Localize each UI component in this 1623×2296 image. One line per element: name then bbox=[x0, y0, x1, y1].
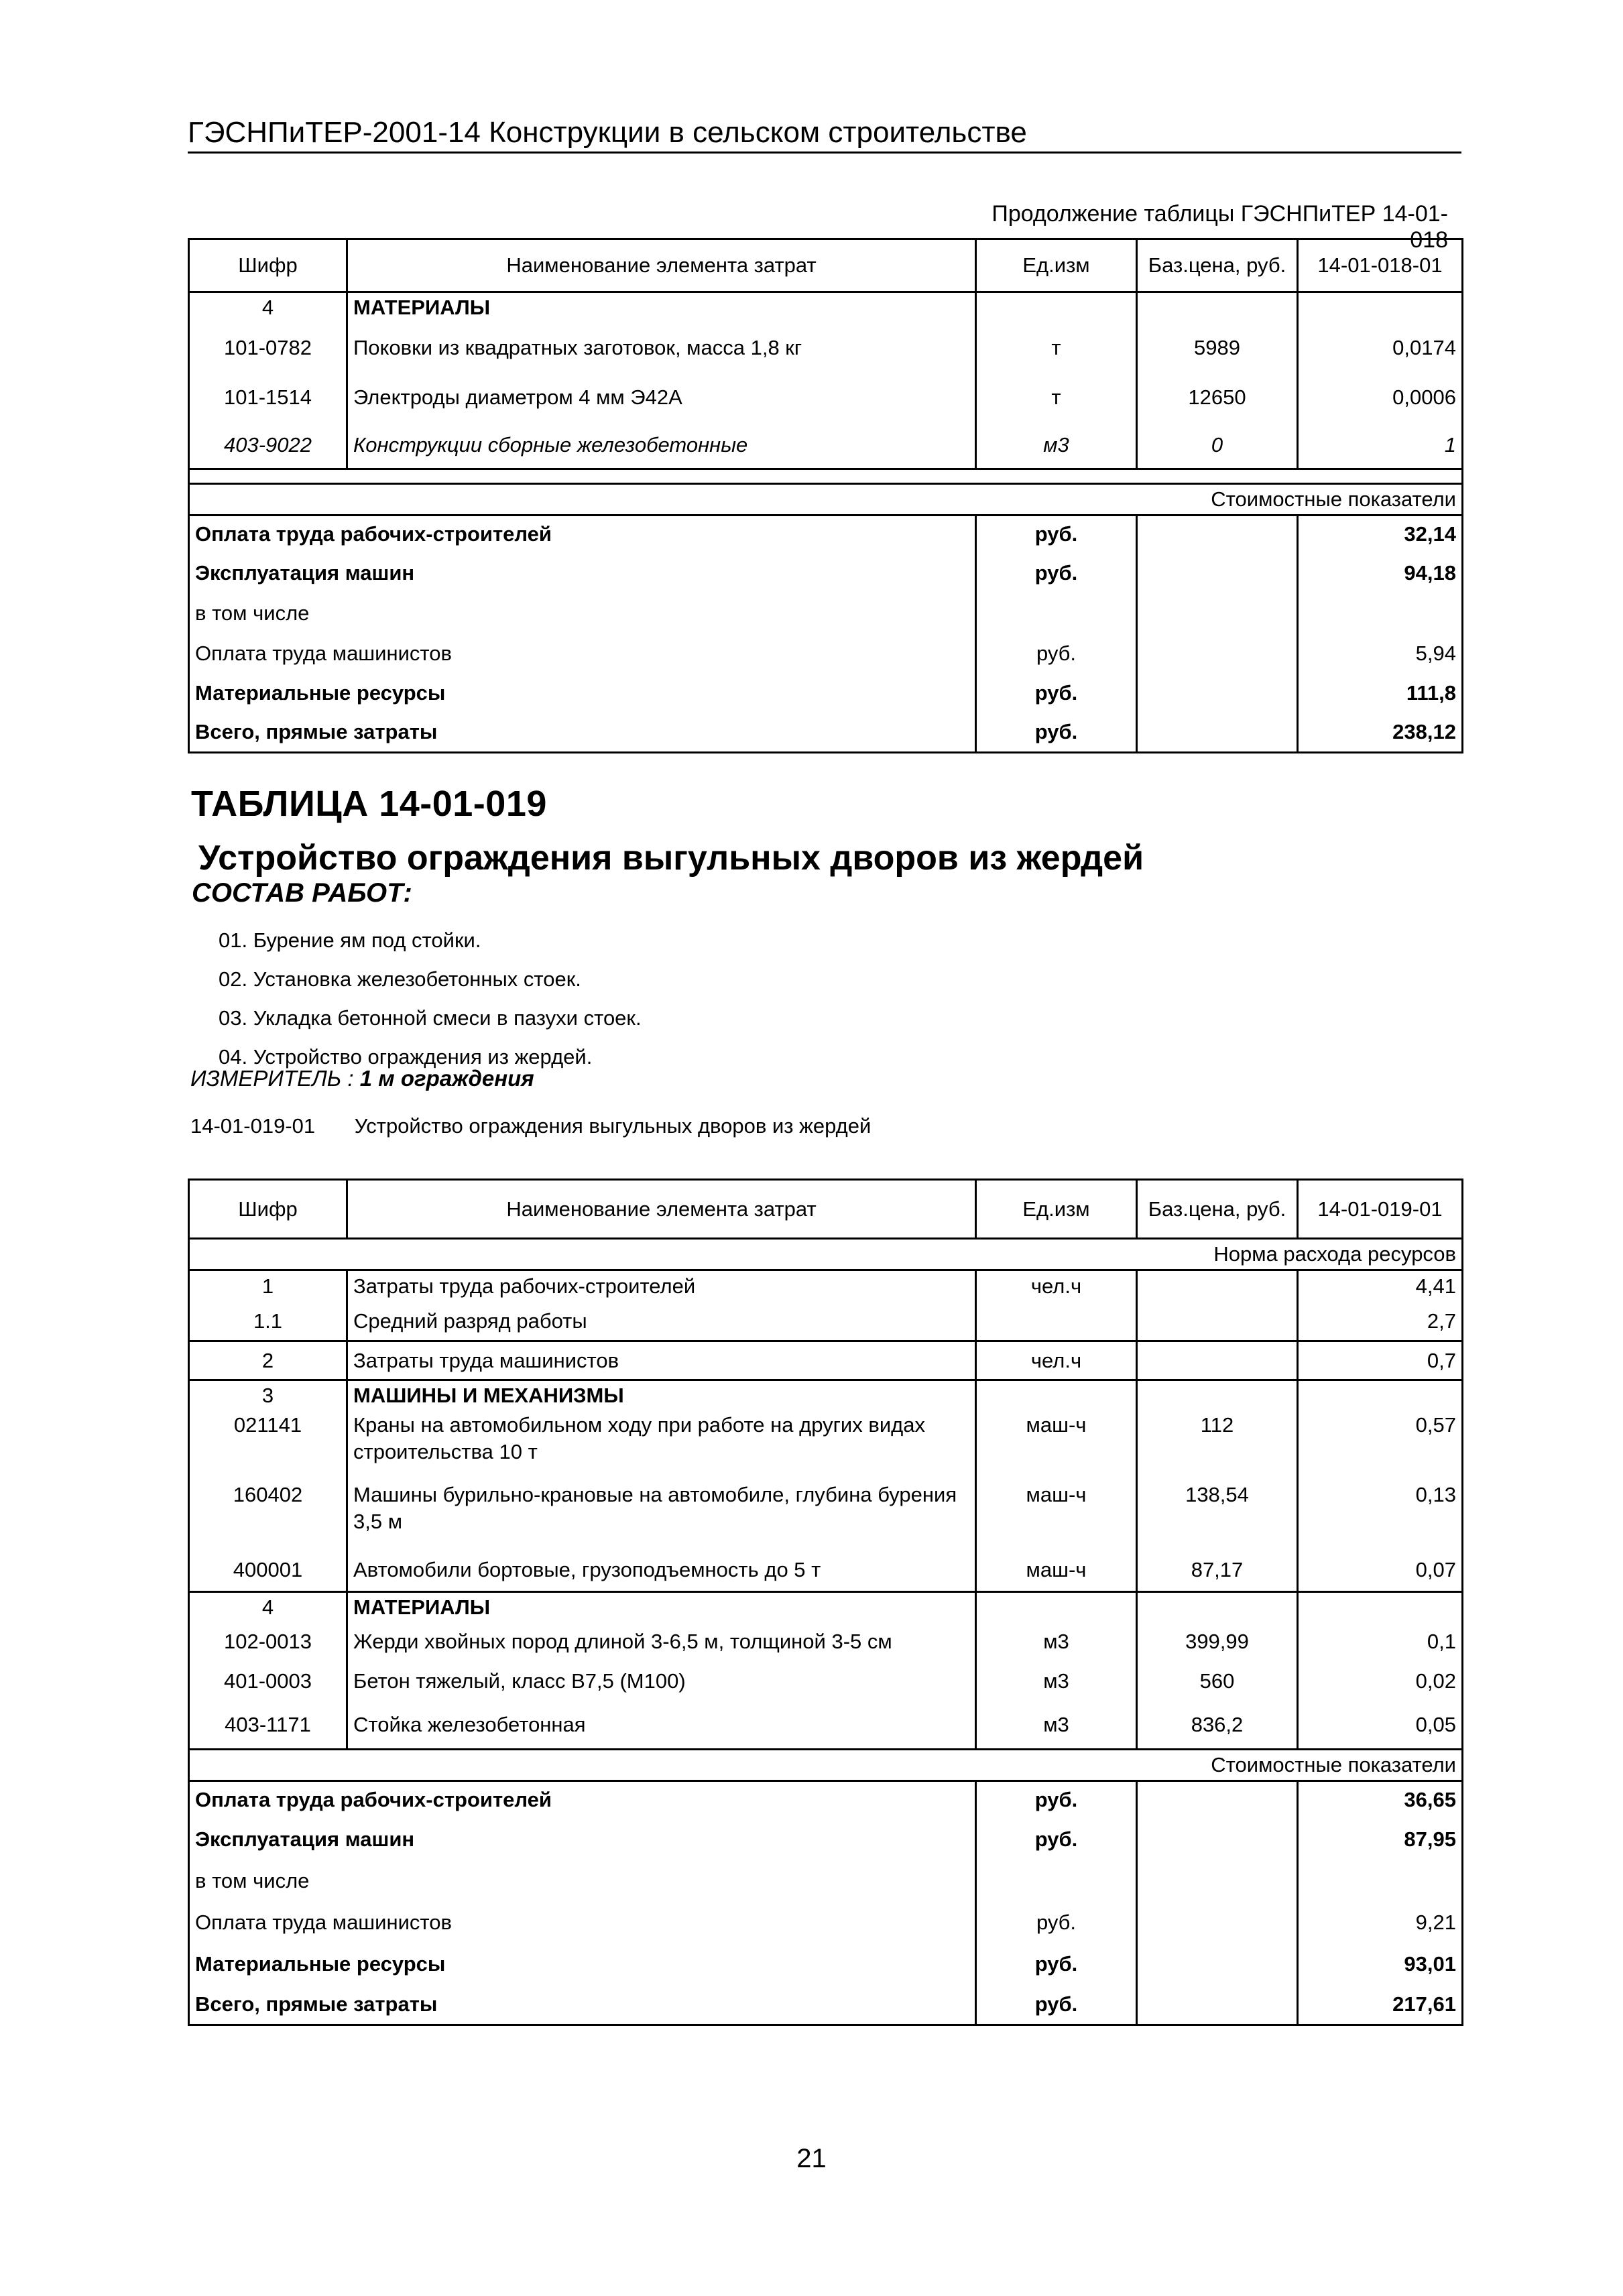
row-code: 101-1514 bbox=[189, 373, 347, 422]
row-unit: чел.ч bbox=[976, 1270, 1137, 1303]
table-14-01-019 bbox=[188, 1179, 1463, 2026]
norm-item-line bbox=[190, 1114, 871, 1138]
row-name: МАТЕРИАЛЫ bbox=[347, 1591, 976, 1622]
cost-name: Оплата труда рабочих-строителей bbox=[189, 516, 976, 553]
row-price: 138,54 bbox=[1137, 1480, 1298, 1550]
cost-value bbox=[1298, 1860, 1463, 1902]
cost-name: в том числе bbox=[189, 1860, 976, 1902]
table-row bbox=[189, 1622, 1463, 1661]
cost-value: 9,21 bbox=[1298, 1902, 1463, 1943]
cost-row bbox=[189, 713, 1463, 753]
measure-value: 1 м ограждения bbox=[359, 1066, 534, 1091]
cost-row bbox=[189, 674, 1463, 713]
row-price bbox=[1137, 1341, 1298, 1380]
row-value: 0,02 bbox=[1298, 1661, 1463, 1701]
row-code: 1.1 bbox=[189, 1303, 347, 1341]
cost-value: 94,18 bbox=[1298, 553, 1463, 593]
col-header-code: Шифр bbox=[189, 239, 347, 292]
cost-indicators-header: Стоимостные показатели bbox=[189, 484, 1463, 516]
row-code: 4 bbox=[189, 292, 347, 323]
cost-row bbox=[189, 593, 1463, 633]
row-value bbox=[1298, 1380, 1463, 1411]
cost-unit: руб. bbox=[976, 674, 1137, 713]
row-value: 0,0006 bbox=[1298, 373, 1463, 422]
row-code: 403-1171 bbox=[189, 1701, 347, 1750]
col-header-code: Шифр bbox=[189, 1180, 347, 1239]
measure-line bbox=[190, 1066, 534, 1091]
cost-name: Оплата труда рабочих-строителей bbox=[189, 1781, 976, 1819]
cost-row bbox=[189, 1943, 1463, 1985]
row-name: Краны на автомобильном ходу при работе на других видах строительства 10 т bbox=[347, 1410, 976, 1480]
row-code: 160402 bbox=[189, 1480, 347, 1550]
cost-row bbox=[189, 1819, 1463, 1860]
row-code: 401-0003 bbox=[189, 1661, 347, 1701]
row-price: 836,2 bbox=[1137, 1701, 1298, 1750]
cost-name: Эксплуатация машин bbox=[189, 553, 976, 593]
table-row bbox=[189, 1303, 1463, 1341]
list-item: 03. Укладка бетонной смеси в пазухи стоек. bbox=[219, 1006, 642, 1030]
cost-unit: руб. bbox=[976, 1781, 1137, 1819]
cost-unit: руб. bbox=[976, 553, 1137, 593]
row-unit: м3 bbox=[976, 1622, 1137, 1661]
row-code: 3 bbox=[189, 1380, 347, 1411]
cost-header-row bbox=[189, 484, 1463, 516]
cost-row bbox=[189, 1781, 1463, 1819]
cost-value bbox=[1298, 593, 1463, 633]
norm-item-name: Устройство ограждения выгульных дворов из жердей bbox=[354, 1114, 871, 1138]
row-code: 101-0782 bbox=[189, 323, 347, 373]
measure-label: ИЗМЕРИТЕЛЬ : bbox=[190, 1066, 354, 1091]
table-row bbox=[189, 1701, 1463, 1750]
row-unit: маш-ч bbox=[976, 1550, 1137, 1591]
norm-header: Норма расхода ресурсов bbox=[189, 1239, 1463, 1270]
cost-value: 5,94 bbox=[1298, 633, 1463, 674]
composition-title: СОСТАВ РАБОТ: bbox=[192, 878, 412, 908]
col-header-unit: Ед.изм bbox=[976, 239, 1137, 292]
cost-name: Материальные ресурсы bbox=[189, 1943, 976, 1985]
row-name: Бетон тяжелый, класс В7,5 (М100) bbox=[347, 1661, 976, 1701]
row-unit bbox=[976, 1303, 1137, 1341]
cost-value: 238,12 bbox=[1298, 713, 1463, 753]
row-price bbox=[1137, 1380, 1298, 1411]
row-unit bbox=[976, 1591, 1137, 1622]
row-unit: маш-ч bbox=[976, 1410, 1137, 1480]
row-name: Средний разряд работы bbox=[347, 1303, 976, 1341]
row-price: 5989 bbox=[1137, 323, 1298, 373]
cost-name: в том числе bbox=[189, 593, 976, 633]
row-value: 2,7 bbox=[1298, 1303, 1463, 1341]
row-name: Затраты труда рабочих-строителей bbox=[347, 1270, 976, 1303]
cost-unit bbox=[976, 1860, 1137, 1902]
cost-row bbox=[189, 1860, 1463, 1902]
col-header-price: Баз.цена, руб. bbox=[1137, 239, 1298, 292]
cost-row bbox=[189, 553, 1463, 593]
row-name: Электроды диаметром 4 мм Э42А bbox=[347, 373, 976, 422]
cost-name: Материальные ресурсы bbox=[189, 674, 976, 713]
work-steps-list bbox=[219, 921, 642, 1077]
cost-unit: руб. bbox=[976, 1985, 1137, 2025]
row-value: 0,1 bbox=[1298, 1622, 1463, 1661]
row-price: 87,17 bbox=[1137, 1550, 1298, 1591]
table-subtitle: Устройство ограждения выгульных дворов из жердей bbox=[198, 839, 1144, 878]
row-name: Машины бурильно-крановые на автомобиле, глубина бурения 3,5 м bbox=[347, 1480, 976, 1550]
cost-unit: руб. bbox=[976, 1819, 1137, 1860]
row-price bbox=[1137, 1270, 1298, 1303]
col-header-norm-code: 14-01-018-01 bbox=[1298, 239, 1463, 292]
table-header-row bbox=[189, 239, 1463, 292]
row-code: 102-0013 bbox=[189, 1622, 347, 1661]
norm-item-code: 14-01-019-01 bbox=[190, 1114, 316, 1138]
row-code: 4 bbox=[189, 1591, 347, 1622]
table-row bbox=[189, 1480, 1463, 1550]
running-header: ГЭСНПиТЕР-2001-14 Конструкции в сельском строительстве bbox=[188, 115, 1461, 154]
cost-row bbox=[189, 1902, 1463, 1943]
cost-unit: руб. bbox=[976, 713, 1137, 753]
table-14-01-018 bbox=[188, 238, 1463, 753]
row-code: 403-9022 bbox=[189, 422, 347, 469]
cost-row bbox=[189, 633, 1463, 674]
row-value: 0,13 bbox=[1298, 1480, 1463, 1550]
cost-row bbox=[189, 516, 1463, 553]
row-price: 112 bbox=[1137, 1410, 1298, 1480]
cost-value: 111,8 bbox=[1298, 674, 1463, 713]
page-number: 21 bbox=[796, 2144, 827, 2173]
cost-unit bbox=[976, 593, 1137, 633]
row-value: 0,05 bbox=[1298, 1701, 1463, 1750]
cost-value: 36,65 bbox=[1298, 1781, 1463, 1819]
row-unit: т bbox=[976, 323, 1137, 373]
cost-indicators-header: Стоимостные показатели bbox=[189, 1750, 1463, 1781]
cost-unit: руб. bbox=[976, 516, 1137, 553]
cost-value: 32,14 bbox=[1298, 516, 1463, 553]
list-item: 02. Установка железобетонных стоек. bbox=[219, 967, 581, 991]
row-code: 021141 bbox=[189, 1410, 347, 1480]
table-row bbox=[189, 1380, 1463, 1411]
list-item: 01. Бурение ям под стойки. bbox=[219, 928, 481, 952]
row-name: Затраты труда машинистов bbox=[347, 1341, 976, 1380]
row-code: 400001 bbox=[189, 1550, 347, 1591]
row-value bbox=[1298, 292, 1463, 323]
row-price: 0 bbox=[1137, 422, 1298, 469]
row-unit: т bbox=[976, 373, 1137, 422]
row-price: 12650 bbox=[1137, 373, 1298, 422]
table-row bbox=[189, 422, 1463, 469]
row-price bbox=[1137, 1591, 1298, 1622]
row-unit: чел.ч bbox=[976, 1341, 1137, 1380]
row-unit: маш-ч bbox=[976, 1480, 1137, 1550]
row-unit bbox=[976, 292, 1137, 323]
row-price bbox=[1137, 292, 1298, 323]
col-header-unit: Ед.изм bbox=[976, 1180, 1137, 1239]
table-row bbox=[189, 1591, 1463, 1622]
cost-name: Оплата труда машинистов bbox=[189, 633, 976, 674]
row-name: МАТЕРИАЛЫ bbox=[347, 292, 976, 323]
row-name: Стойка железобетонная bbox=[347, 1701, 976, 1750]
cost-name: Оплата труда машинистов bbox=[189, 1902, 976, 1943]
row-code: 2 bbox=[189, 1341, 347, 1380]
table-row bbox=[189, 373, 1463, 422]
cost-name: Всего, прямые затраты bbox=[189, 713, 976, 753]
row-name: МАШИНЫ И МЕХАНИЗМЫ bbox=[347, 1380, 976, 1411]
row-value: 0,0174 bbox=[1298, 323, 1463, 373]
row-value bbox=[1298, 1591, 1463, 1622]
cost-row bbox=[189, 1985, 1463, 2025]
cost-name: Всего, прямые затраты bbox=[189, 1985, 976, 2025]
table-title: ТАБЛИЦА 14-01-019 bbox=[191, 784, 547, 824]
row-value: 0,07 bbox=[1298, 1550, 1463, 1591]
row-name: Поковки из квадратных заготовок, масса 1,8 кг bbox=[347, 323, 976, 373]
norm-header-row bbox=[189, 1239, 1463, 1270]
table-row bbox=[189, 292, 1463, 323]
cost-unit: руб. bbox=[976, 1943, 1137, 1985]
cost-header-row bbox=[189, 1750, 1463, 1781]
row-value: 0,7 bbox=[1298, 1341, 1463, 1380]
col-header-price: Баз.цена, руб. bbox=[1137, 1180, 1298, 1239]
row-value: 1 bbox=[1298, 422, 1463, 469]
row-code: 1 bbox=[189, 1270, 347, 1303]
cost-name: Эксплуатация машин bbox=[189, 1819, 976, 1860]
table-row bbox=[189, 1550, 1463, 1591]
row-price bbox=[1137, 1303, 1298, 1341]
col-header-norm-code: 14-01-019-01 bbox=[1298, 1180, 1463, 1239]
row-price: 399,99 bbox=[1137, 1622, 1298, 1661]
row-price: 560 bbox=[1137, 1661, 1298, 1701]
cost-value: 93,01 bbox=[1298, 1943, 1463, 1985]
table-row bbox=[189, 1341, 1463, 1380]
row-unit: м3 bbox=[976, 1701, 1137, 1750]
table-spacer-row bbox=[189, 469, 1463, 484]
row-value: 4,41 bbox=[1298, 1270, 1463, 1303]
row-name: Конструкции сборные железобетонные bbox=[347, 422, 976, 469]
cost-value: 87,95 bbox=[1298, 1819, 1463, 1860]
row-unit: м3 bbox=[976, 422, 1137, 469]
table-row bbox=[189, 1661, 1463, 1701]
table-row bbox=[189, 323, 1463, 373]
row-name: Жерди хвойных пород длиной 3-6,5 м, толщиной 3-5 см bbox=[347, 1622, 976, 1661]
row-value: 0,57 bbox=[1298, 1410, 1463, 1480]
col-header-name: Наименование элемента затрат bbox=[347, 1180, 976, 1239]
table-header-row bbox=[189, 1180, 1463, 1239]
cost-unit: руб. bbox=[976, 1902, 1137, 1943]
list-item: 04. Устройство ограждения из жердей. bbox=[219, 1045, 593, 1069]
row-unit: м3 bbox=[976, 1661, 1137, 1701]
row-unit bbox=[976, 1380, 1137, 1411]
col-header-name: Наименование элемента затрат bbox=[347, 239, 976, 292]
table-row bbox=[189, 1410, 1463, 1480]
cost-unit: руб. bbox=[976, 633, 1137, 674]
row-name: Автомобили бортовые, грузоподъемность до 5 т bbox=[347, 1550, 976, 1591]
table-row bbox=[189, 1270, 1463, 1303]
table-continuation-caption: Продолжение таблицы ГЭСНПиТЕР 14-01-018 bbox=[991, 201, 1448, 253]
cost-value: 217,61 bbox=[1298, 1985, 1463, 2025]
